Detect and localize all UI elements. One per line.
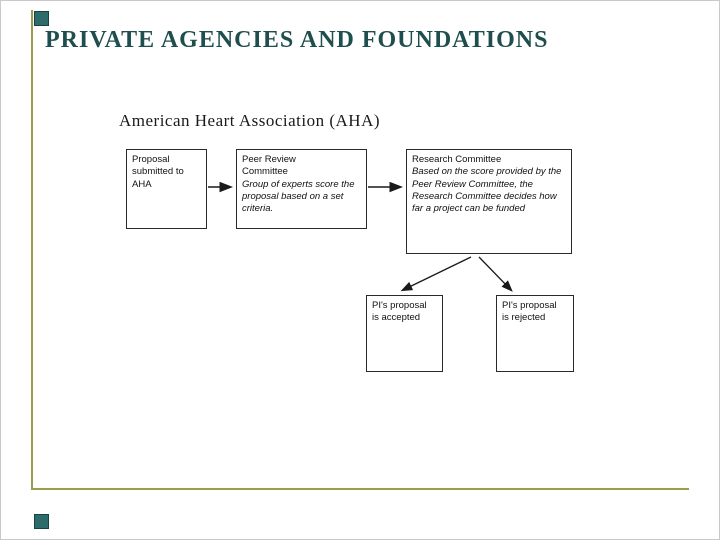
box-title: PI's proposal is accepted [372, 300, 427, 324]
box-title: Research Committee [412, 154, 502, 165]
bottom-accent-line [31, 488, 689, 490]
accent-square-top [34, 11, 49, 26]
diagram-heading: American Heart Association (AHA) [119, 111, 381, 130]
flow-box-rejected [496, 295, 574, 372]
flow-arrows [1, 1, 719, 539]
box-title: PI's proposal is rejected [502, 300, 557, 324]
box-description: Based on the score provided by the Peer Review Committee, the Research Committee decides how far a project can be funded [412, 166, 562, 215]
flow-box-research-committee [406, 149, 572, 254]
accent-square-bottom [34, 514, 49, 529]
left-accent-line [31, 10, 33, 489]
box-title: Proposal submitted to AHA [132, 154, 184, 190]
flow-box-peer-review [236, 149, 367, 229]
box-title: Peer Review Committee [242, 154, 296, 178]
box-description: Group of experts score the proposal based on a set criteria. [242, 178, 355, 215]
slide-title: PRIVATE AGENCIES AND FOUNDATIONS [45, 27, 549, 53]
flow-box-accepted [366, 295, 443, 372]
arrow-research-to-accepted [403, 257, 471, 290]
flow-box-proposal [126, 149, 207, 229]
arrow-research-to-rejected [479, 257, 511, 290]
